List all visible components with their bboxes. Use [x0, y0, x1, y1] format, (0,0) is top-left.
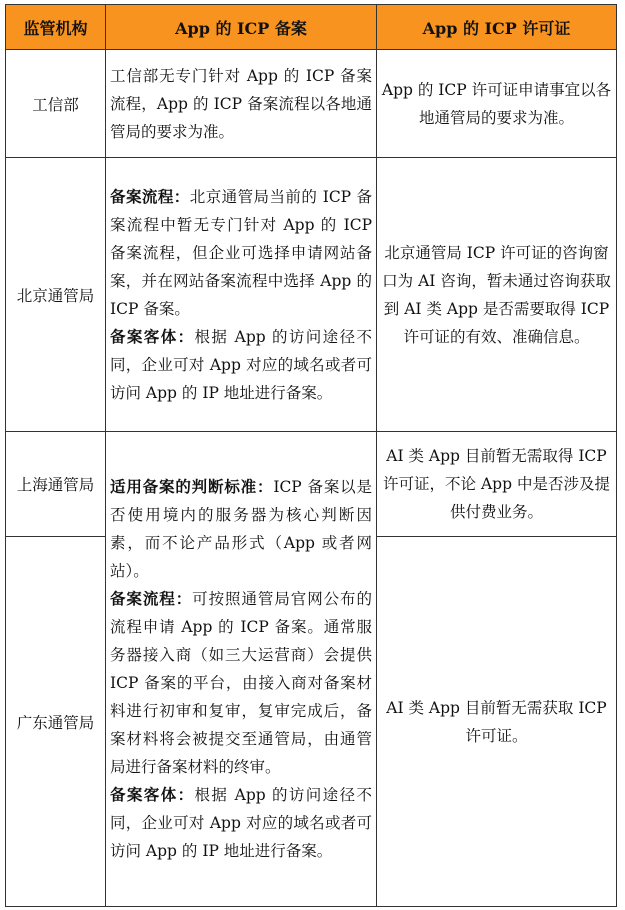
criteria-paragraph — [110, 473, 372, 585]
filing-miit-text: 工信部无专门针对 App 的 ICP 备案流程，App 的 ICP 备案流程以各地通管局的要求为准。 — [110, 66, 372, 141]
criteria-label: 适用备案的判断标准： — [110, 477, 274, 496]
filing-beijing-content — [106, 181, 376, 409]
license-miit — [377, 50, 617, 158]
header-row — [6, 5, 617, 50]
object-paragraph — [110, 781, 372, 865]
header-icp-filing: App 的 ICP 备案 — [106, 5, 377, 50]
license-beijing — [377, 158, 617, 432]
agency-beijing: 北京通管局 — [6, 158, 106, 432]
row-beijing — [6, 158, 617, 432]
criteria-text: ICP 备案以是否使用境内的服务器为核心判断因素，而不论产品形式（App 或者网站）。 — [110, 478, 372, 580]
icp-comparison-table — [5, 4, 617, 907]
beijing-process-paragraph — [110, 183, 372, 323]
filing-miit — [106, 50, 377, 158]
license-guangdong-text: AI 类 App 目前暂无需获取 ICP 许可证。 — [386, 698, 607, 745]
license-shanghai-text: AI 类 App 目前暂无需取得 ICP 许可证，不论 App 中是否涉及提供付费业务。 — [383, 447, 610, 521]
header-icp-license: App 的 ICP 许可证 — [377, 5, 617, 50]
process-label: 备案流程： — [110, 589, 193, 608]
object-label: 备案客体： — [110, 785, 195, 804]
agency-shanghai: 上海通管局 — [6, 432, 106, 537]
header-agency: 监管机构 — [6, 5, 106, 50]
license-guangdong — [377, 537, 617, 907]
object-text: 根据 App 的访问途径不同，企业可对 App 对应的域名或者可访问 App 的 IP 地址进行备案。 — [110, 786, 372, 860]
license-beijing-text: 北京通管局 ICP 许可证的咨询窗口为 AI 咨询，暂未通过咨询获取到 AI 类 App 是否需要取得 ICP 许可证的有效、准确信息。 — [382, 243, 611, 346]
process-paragraph — [110, 585, 372, 781]
process-text: 可按照通管局官网公布的流程申请 App 的 ICP 备案。通常服务器接入商（如三大运营商）会提供 ICP 备案的平台，由接入商对备案材料进行初审和复审，复审完成后，备案材料将会被提交至通管局，由通管局进行备案材料的终审。 — [110, 590, 372, 776]
license-shanghai — [377, 432, 617, 537]
license-miit-text: App 的 ICP 许可证申请事宜以各地通管局的要求为准。 — [381, 80, 612, 127]
filing-shanghai-guangdong — [106, 432, 377, 907]
beijing-process-text: 北京通管局当前的 ICP 备案流程中暂无专门针对 App 的 ICP 备案流程，但企业可选择申请网站备案，并在网站备案流程中选择 App 的 ICP 备案。 — [110, 187, 372, 318]
filing-shared-content — [106, 471, 376, 867]
beijing-process-label: 备案流程： — [110, 186, 190, 206]
beijing-object-paragraph — [110, 323, 372, 407]
filing-beijing — [106, 158, 377, 432]
beijing-object-label: 备案客体： — [110, 326, 195, 346]
agency-miit: 工信部 — [6, 50, 106, 158]
beijing-object-text: 根据 App 的访问途径不同，企业可对 App 对应的域名或者可访问 App 的 IP 地址进行备案。 — [110, 327, 372, 402]
row-miit — [6, 50, 617, 158]
agency-guangdong: 广东通管局 — [6, 537, 106, 907]
row-shanghai — [6, 432, 617, 537]
